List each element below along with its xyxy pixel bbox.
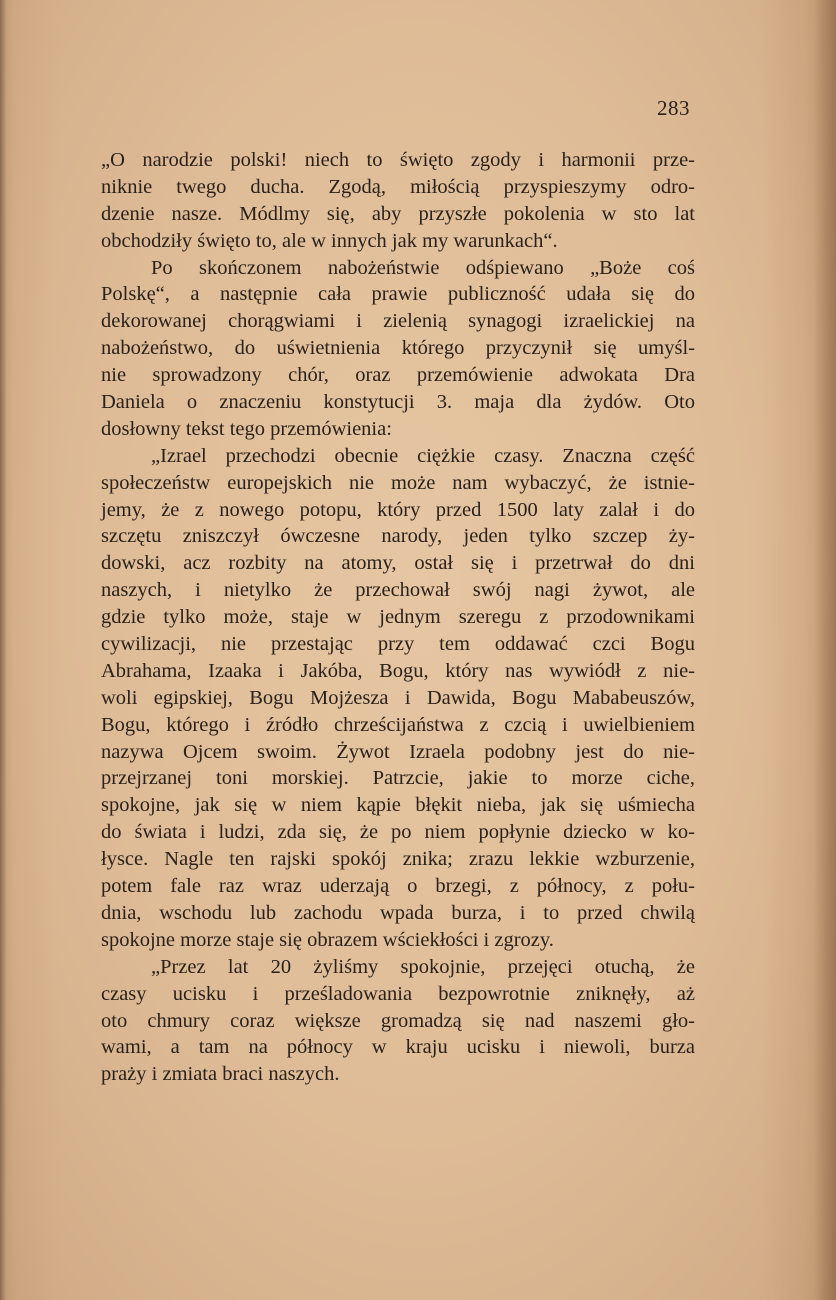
- text-line: społeczeństw europejskich nie może nam wybaczyć, że istnie-: [101, 471, 695, 494]
- page-right-edge: [814, 0, 836, 1300]
- text-line: Daniela o znaczeniu konstytucji 3. maja dla żydów. Oto: [101, 391, 695, 414]
- body-text: [101, 147, 695, 1088]
- text-line: spokojne morze staje się obrazem wściekłości i zgrozy.: [101, 928, 554, 951]
- text-line: spokojne, jak się w niem kąpie błękit nieba, jak się uśmiecha: [101, 794, 695, 817]
- text-line: woli egipskiej, Bogu Mojżesza i Dawida, Bogu Mababeuszów,: [101, 686, 695, 709]
- text-line: jemy, że z nowego potopu, który przed 1500 laty zalał i do: [101, 498, 695, 521]
- text-line: niknie twego ducha. Zgodą, miłością przyspieszymy odro-: [101, 175, 695, 198]
- text-line: praży i zmiata braci naszych.: [101, 1063, 340, 1086]
- text-line: naszych, i nietylko że przechował swój nagi żywot, ale: [101, 579, 695, 602]
- text-line: Abrahama, Izaaka i Jakóba, Bogu, który nas wywiódł z nie-: [101, 659, 695, 682]
- text-line: oto chmury coraz większe gromadzą się nad naszemi gło-: [101, 1009, 695, 1032]
- text-line: „Izrael przechodzi obecnie ciężkie czasy. Znaczna część: [151, 444, 695, 467]
- page-number: 283: [657, 96, 690, 120]
- text-line: „O narodzie polski! niech to święto zgody i harmonii prze-: [101, 149, 695, 171]
- text-line: dosłowny tekst tego przemówienia:: [101, 417, 392, 440]
- text-line: cywilizacji, nie przestając przy tem oddawać czci Bogu: [101, 633, 695, 656]
- text-line: potem fale raz wraz uderzają o brzegi, z północy, z połu-: [101, 875, 695, 898]
- text-line: dnia, wschodu lub zachodu wpada burza, i to przed chwilą: [101, 901, 695, 924]
- text-line: do świata i ludzi, zda się, że po niem popłynie dziecko w ko-: [101, 821, 695, 844]
- text-line: dzenie nasze. Módlmy się, aby przyszłe pokolenia w sto lat: [101, 202, 695, 225]
- text-line: wami, a tam na północy w kraju ucisku i niewoli, burza: [101, 1036, 695, 1059]
- text-line: Polskę“, a następnie cała prawie publiczność udała się do: [101, 283, 695, 306]
- text-line: nie sprowadzony chór, oraz przemówienie adwokata Dra: [101, 364, 695, 387]
- text-line: dowski, acz rozbity na atomy, ostał się i przetrwał do dni: [101, 552, 695, 575]
- text-line: Po skończonem nabożeństwie odśpiewano „Boże coś: [151, 256, 695, 279]
- text-line: Bogu, którego i źródło chrześcijaństwa z czcią i uwielbieniem: [101, 713, 695, 736]
- text-line: czasy ucisku i prześladowania bezpowrotnie zniknęły, aż: [101, 982, 695, 1005]
- text-line: dekorowanej chorągwiami i zielenią synagogi izraelickiej na: [101, 310, 695, 333]
- text-line: przejrzanej toni morskiej. Patrzcie, jakie to morze ciche,: [101, 767, 695, 790]
- text-line: „Przez lat 20 żyliśmy spokojnie, przejęci otuchą, że: [151, 955, 695, 978]
- text-line: szczętu zniszczył ówczesne narody, jeden tylko szczep ży-: [101, 525, 695, 548]
- text-line: łysce. Nagle ten rajski spokój znika; zrazu lekkie wzburzenie,: [101, 848, 695, 871]
- text-line: obchodziły święto to, ale w innych jak my warunkach“.: [101, 229, 558, 252]
- page-left-edge: [0, 0, 6, 1300]
- text-line: nabożeństwo, do uświetnienia którego przyczynił się umyśl-: [101, 337, 695, 360]
- text-line: nazywa Ojcem swoim. Żywot Izraela podobny jest do nie-: [101, 740, 695, 763]
- text-line: gdzie tylko może, staje w jednym szeregu z przodownikami: [101, 606, 695, 629]
